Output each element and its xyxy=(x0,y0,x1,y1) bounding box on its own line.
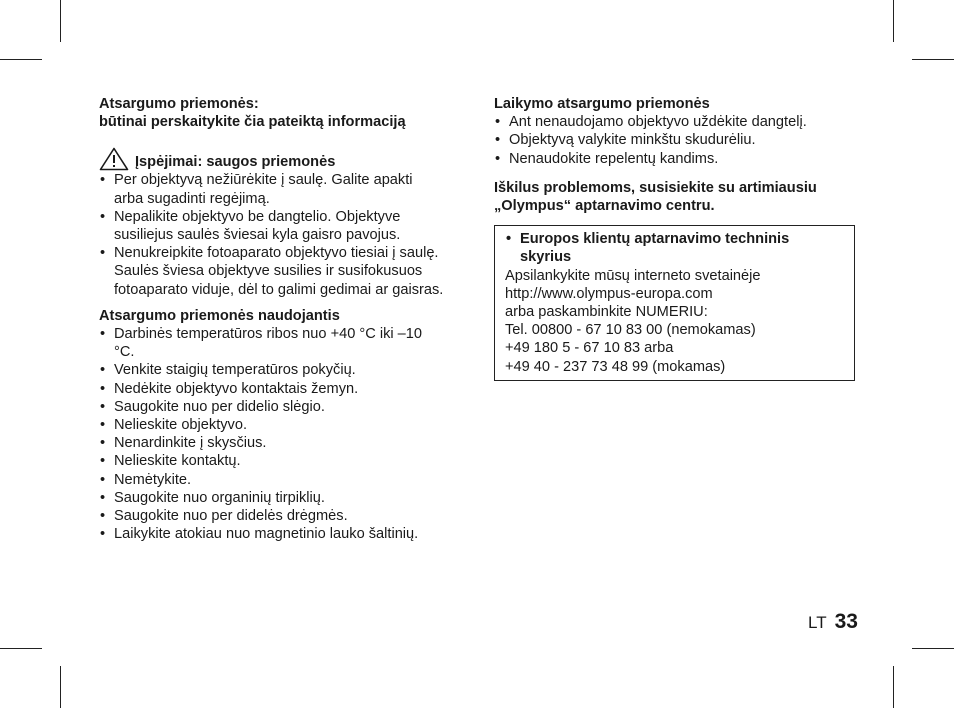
crop-mark xyxy=(912,59,954,60)
precautions-heading: Atsargumo priemonės: xyxy=(99,96,259,112)
warning-triangle-icon xyxy=(99,147,129,171)
warning-list xyxy=(99,171,444,298)
storage-title: Laikymo atsargumo priemonės xyxy=(494,96,710,112)
warning-title: Įspėjimai: saugos priemonės xyxy=(135,154,336,171)
list-item: • Nelieskite kontaktų. xyxy=(99,452,444,470)
list-item: • Nenaudokite repelentų kandims. xyxy=(494,150,859,168)
precautions-subheading: būtinai perskaitykite čia pateiktą informaciją xyxy=(99,114,406,131)
list-item: • Nedėkite objektyvo kontaktais žemyn. xyxy=(99,380,444,398)
list-item: • Nenardinkite į skysčius. xyxy=(99,434,444,452)
list-item: • Nelieskite objektyvo. xyxy=(99,416,444,434)
list-item: • Ant nenaudojamo objektyvo uždėkite dangtelį. xyxy=(494,113,859,131)
contact-phone: +49 180 5 - 67 10 83 arba xyxy=(505,340,674,357)
list-item: • Darbinės temperatūros ribos nuo +40 °C iki –10 °C. xyxy=(99,325,444,361)
contact-phone: Tel. 00800 - 67 10 83 00 (nemokamas) xyxy=(505,322,756,339)
crop-mark xyxy=(0,648,42,649)
usage-title: Atsargumo priemonės naudojantis xyxy=(99,307,340,324)
crop-mark xyxy=(60,666,61,708)
list-item: • Nenukreipkite fotoaparato objektyvo tiesiai į saulę. Saulės šviesa objektyve susilies ir susifokusuos fotoaparato viduje, dėl to galimi gedimai ar gaisras. xyxy=(99,244,444,299)
list-item: • Saugokite nuo organinių tirpiklių. xyxy=(99,489,444,507)
right-column xyxy=(494,95,859,381)
list-item: • Nepalikite objektyvo be dangtelio. Objektyve susiliejus saulės šviesai kyla gaisro pavojus. xyxy=(99,208,444,244)
problems-notice xyxy=(494,179,859,215)
contact-url: http://www.olympus-europa.com xyxy=(505,285,713,302)
list-item: • Objektyvą valykite minkštu skudurėliu. xyxy=(494,131,859,149)
list-item: • Venkite staigių temperatūros pokyčių. xyxy=(99,361,444,379)
contact-line: arba paskambinkite NUMERIU: xyxy=(505,304,708,321)
crop-mark xyxy=(0,59,42,60)
contact-title: • Europos klientų aptarnavimo techninis skyrius xyxy=(505,230,844,266)
list-item: • Saugokite nuo per didelės drėgmės. xyxy=(99,507,444,525)
left-column xyxy=(99,95,444,543)
contact-line: Apsilankykite mūsų interneto svetainėje xyxy=(505,267,761,284)
crop-mark xyxy=(893,0,894,42)
usage-list xyxy=(99,325,444,543)
problems-line-1: Iškilus problemoms, susisiekite su artimiausiu xyxy=(494,179,817,196)
list-item: • Laikykite atokiau nuo magnetinio lauko šaltinių. xyxy=(99,525,444,543)
storage-list xyxy=(494,113,859,168)
crop-mark xyxy=(912,648,954,649)
contact-box xyxy=(494,225,855,381)
warning-heading xyxy=(99,145,444,171)
crop-mark xyxy=(893,666,894,708)
language-code: LT xyxy=(808,613,827,632)
contact-phone: +49 40 - 237 73 48 99 (mokamas) xyxy=(505,358,726,375)
list-item: • Per objektyvą nežiūrėkite į saulę. Galite apakti arba sugadinti regėjimą. xyxy=(99,171,444,207)
list-item: • Saugokite nuo per didelio slėgio. xyxy=(99,398,444,416)
crop-mark xyxy=(60,0,61,42)
problems-line-2: „Olympus“ aptarnavimo centru. xyxy=(494,198,715,215)
page-number xyxy=(808,610,858,634)
list-item: • Nemėtykite. xyxy=(99,471,444,489)
contact-list xyxy=(505,230,844,266)
page-number-value: 33 xyxy=(834,610,858,633)
